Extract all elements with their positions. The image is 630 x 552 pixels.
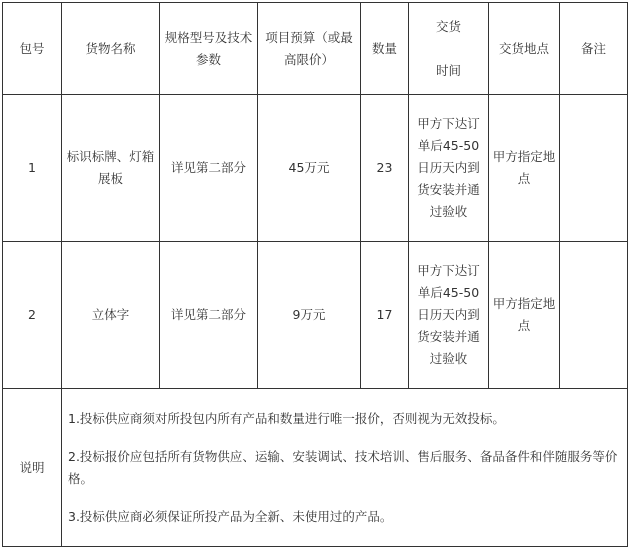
header-quantity: 数量: [361, 3, 409, 95]
note-item: 1.投标供应商须对所投包内所有产品和数量进行唯一报价，否则视为无效投标。: [68, 410, 505, 426]
cell-quantity: 17: [361, 242, 409, 389]
cell-remarks: [560, 242, 628, 389]
cell-budget: 9万元: [258, 242, 361, 389]
notes-row: [3, 389, 628, 547]
cell-quantity: 23: [361, 95, 409, 242]
table-row: [3, 242, 628, 389]
cell-delivery-time: 甲方下达订单后45-50日历天内到货安装并通过验收: [409, 95, 489, 242]
notes-content: [62, 389, 628, 547]
header-budget: 项目预算（或最高限价）: [258, 3, 361, 95]
table-row: [3, 95, 628, 242]
header-package-no: 包号: [3, 3, 62, 95]
cell-goods-name: 立体字: [62, 242, 160, 389]
header-goods-name: 货物名称: [62, 3, 160, 95]
header-delivery-time: [409, 3, 489, 95]
procurement-table: [2, 2, 628, 547]
header-delivery-time-line2: 时间: [435, 62, 461, 78]
header-delivery-time-line1: 交货: [435, 18, 461, 34]
cell-delivery-time: 甲方下达订单后45-50日历天内到货安装并通过验收: [409, 242, 489, 389]
note-item: 3.投标供应商必须保证所投产品为全新、未使用过的产品。: [68, 508, 393, 524]
cell-delivery-place: 甲方指定地点: [489, 242, 560, 389]
cell-remarks: [560, 95, 628, 242]
table-header-row: [3, 3, 628, 95]
header-remarks: 备注: [560, 3, 628, 95]
note-item: 2.投标报价应包括所有货物供应、运输、安装调试、技术培训、售后服务、备品备件和伴随服务等价格。: [68, 448, 618, 486]
header-spec: 规格型号及技术参数: [160, 3, 258, 95]
cell-budget: 45万元: [258, 95, 361, 242]
header-delivery-place: 交货地点: [489, 3, 560, 95]
cell-spec: 详见第二部分: [160, 242, 258, 389]
cell-spec: 详见第二部分: [160, 95, 258, 242]
cell-package-no: 2: [3, 242, 62, 389]
cell-delivery-place: 甲方指定地点: [489, 95, 560, 242]
notes-label: 说明: [3, 389, 62, 547]
cell-package-no: 1: [3, 95, 62, 242]
cell-goods-name: 标识标牌、灯箱展板: [62, 95, 160, 242]
